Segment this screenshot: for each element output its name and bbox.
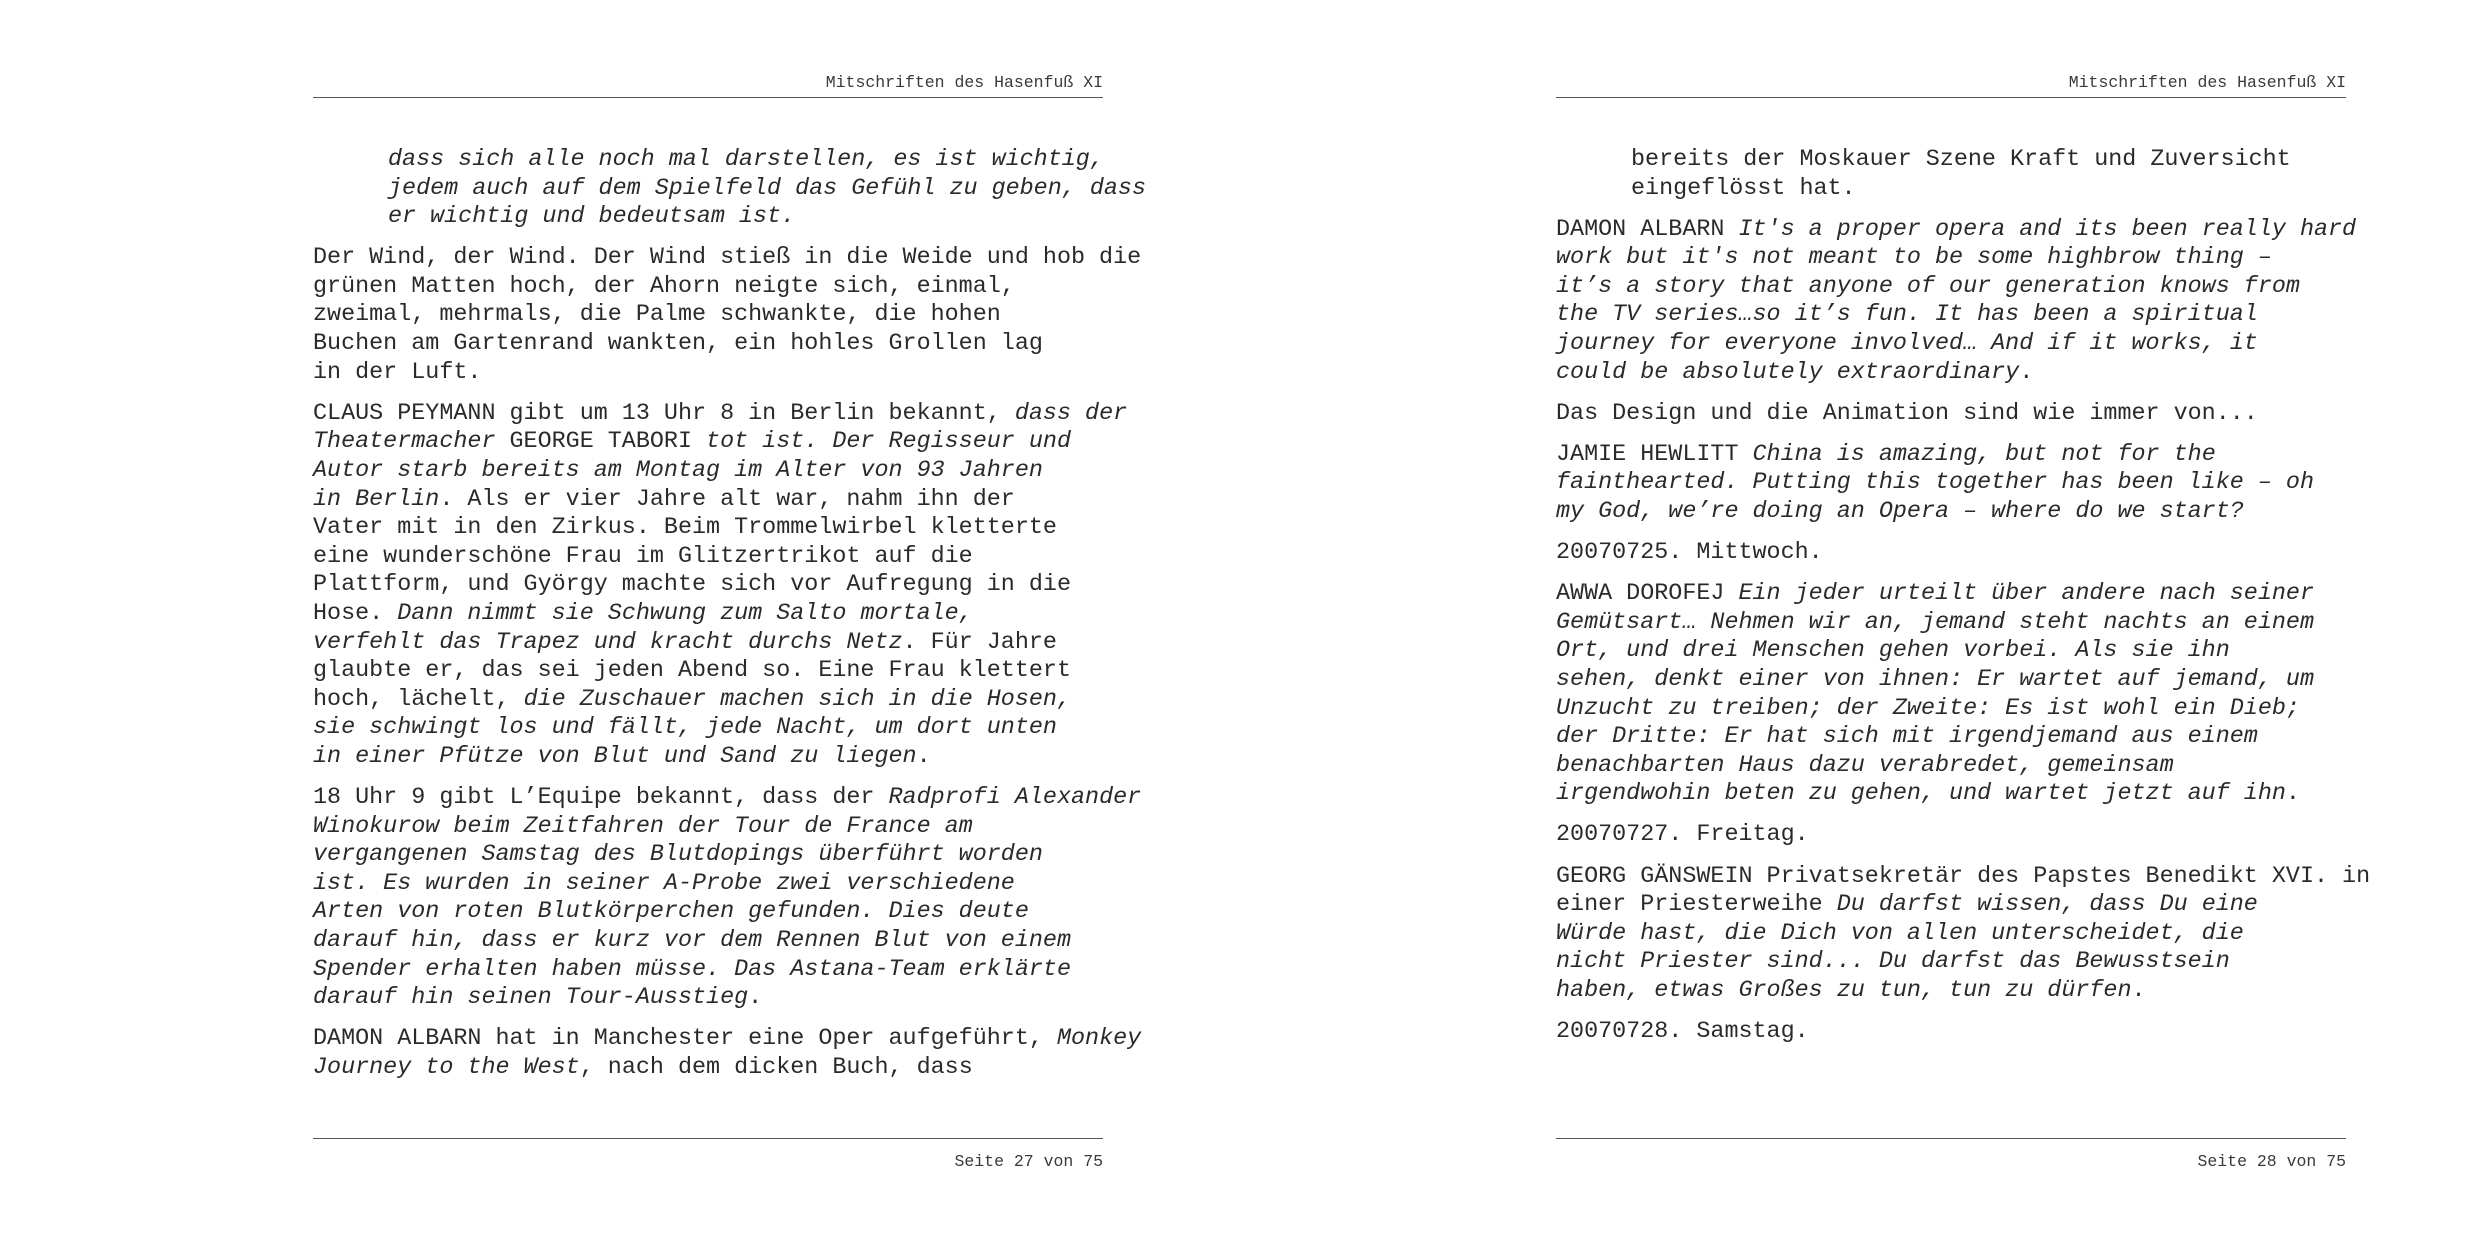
italic-text: nicht Priester sind... Du darfst das Bewusstsein <box>1556 949 2230 976</box>
text-line <box>313 1025 1142 1054</box>
italic-text: Du darfst wissen, dass Du eine <box>1836 892 2258 919</box>
text-segment: glaubte er, das sei jeden Abend so. Eine Frau klettert <box>313 658 1071 685</box>
paragraph <box>1556 146 2346 203</box>
text-segment: . <box>2019 359 2034 386</box>
text-segment: Der Wind, der Wind. Der Wind stieß in die Weide und hob die <box>313 245 1142 272</box>
text-line <box>1556 863 2371 892</box>
text-line <box>1556 469 2346 498</box>
italic-text: er wichtig und bedeutsam ist. <box>388 204 796 231</box>
italic-text: jedem auch auf dem Spielfeld das Gefühl zu geben, dass <box>388 175 1146 202</box>
text-line <box>313 898 1103 927</box>
text-segment: Plattform, und György machte sich vor Aufregung in die <box>313 572 1071 599</box>
text-line <box>1556 637 2346 666</box>
text-line <box>313 244 1142 273</box>
text-line <box>1556 1018 2346 1047</box>
text-line <box>313 927 1103 956</box>
italic-text: Winokurow beim Zeitfahren der Tour de France am <box>313 813 973 840</box>
paragraph <box>1556 1018 2346 1047</box>
text-segment: eine wunderschöne Frau im Glitzertrikot auf die <box>313 543 973 570</box>
text-segment: . <box>748 985 763 1012</box>
text-segment: bereits der Moskauer Szene Kraft und Zuversicht <box>1631 147 2291 173</box>
text-line <box>313 984 1103 1013</box>
paragraph <box>313 784 1142 1013</box>
text-line <box>313 514 1103 543</box>
text-line <box>313 870 1103 899</box>
text-segment: eingeflösst hat. <box>1631 175 1856 202</box>
text-line <box>313 457 1103 486</box>
text-line <box>313 543 1103 572</box>
italic-text: die Zuschauer machen sich in die Hosen, <box>523 686 1071 713</box>
italic-text: my God, we’re doing an Opera – where do we start? <box>1556 499 2244 526</box>
text-line <box>388 175 1146 204</box>
text-line <box>1556 400 2346 429</box>
text-line <box>1556 498 2346 527</box>
text-line <box>313 359 1103 388</box>
text-segment: AWWA DOROFEJ <box>1556 581 1739 608</box>
text-line <box>1631 175 2346 204</box>
text-line <box>313 600 1103 629</box>
text-line <box>1556 580 2346 609</box>
text-segment: . <box>2285 781 2300 808</box>
italic-text: Monkey <box>1056 1026 1142 1053</box>
text-segment: Vater mit in den Zirkus. Beim Trommelwirbel kletterte <box>313 515 1057 542</box>
text-segment: . Für Jahre <box>902 629 1057 656</box>
text-segment: Das Design und die Animation sind wie immer von... <box>1556 400 2258 427</box>
text-line <box>1556 752 2346 781</box>
italic-text: Theatermacher <box>313 429 510 456</box>
text-line <box>1556 821 2346 850</box>
text-line <box>1556 977 2346 1006</box>
italic-text: Autor starb bereits am Montag im Alter von 93 Jahren <box>313 457 1043 484</box>
text-line <box>1556 301 2346 330</box>
italic-text: darauf hin, dass er kurz vor dem Rennen Blut von einem <box>313 927 1071 954</box>
italic-text: Dann nimmt sie Schwung zum Salto mortale, <box>397 600 973 627</box>
text-segment: grünen Matten hoch, der Ahorn neigte sich, einmal, <box>313 273 1015 300</box>
text-segment: DAMON ALBARN hat in Manchester eine Oper aufgeführt, <box>313 1026 1057 1053</box>
italic-text: verfehlt das Trapez und kracht durchs Netz <box>313 629 903 656</box>
text-line <box>1556 695 2346 724</box>
italic-text: irgendwohin beten zu gehen, und wartet jetzt auf ihn <box>1556 781 2286 808</box>
text-segment: 20070725. Mittwoch. <box>1556 540 1823 567</box>
italic-text: haben, etwas Großes zu tun, tun zu dürfen <box>1556 977 2132 1004</box>
paragraph <box>1556 400 2346 429</box>
text-line <box>313 330 1103 359</box>
text-line <box>1556 666 2346 695</box>
italic-text: Arten von roten Blutkörperchen gefunden. Dies deute <box>313 899 1029 926</box>
italic-text: tot ist. Der Regisseur und <box>706 429 1071 456</box>
italic-text: Ort, und drei Menschen gehen vorbei. Als sie ihn <box>1556 638 2230 665</box>
italic-text: benachbarten Haus dazu verabredet, gemeinsam <box>1556 752 2174 779</box>
paragraph <box>1556 580 2346 809</box>
text-line <box>1556 891 2346 920</box>
page-content <box>313 146 1146 1095</box>
text-line <box>1631 146 2346 175</box>
italic-text: dass sich alle noch mal darstellen, es ist wichtig, <box>388 147 1104 173</box>
italic-text: ist. Es wurden in seiner A-Probe zwei verschiedene <box>313 870 1015 897</box>
text-segment: hoch, lächelt, <box>313 686 524 713</box>
text-line <box>1556 723 2346 752</box>
italic-text: fainthearted. Putting this together has been like – oh <box>1556 470 2314 497</box>
italic-text: Würde hast, die Dich von allen unterscheidet, die <box>1556 920 2244 947</box>
italic-text: sie schwingt los und fällt, jede Nacht, um dort unten <box>313 715 1057 742</box>
text-line <box>1556 948 2346 977</box>
text-line <box>313 629 1103 658</box>
paragraph <box>313 400 1128 772</box>
italic-text: in Berlin <box>313 486 440 513</box>
text-segment: GEORG GÄNSWEIN Privatsekretär des Papstes Benedikt XVI. in <box>1556 863 2371 890</box>
page-right <box>1556 0 2371 1240</box>
text-segment: . <box>2131 977 2146 1004</box>
italic-text: Spender erhalten haben müsse. Das Astana-Team erklärte <box>313 956 1071 983</box>
text-line <box>313 486 1103 515</box>
paragraph <box>1556 441 2346 527</box>
text-line <box>313 784 1142 813</box>
text-segment: 18 Uhr 9 gibt L’Equipe bekannt, dass der <box>313 784 889 811</box>
text-line <box>1556 780 2346 809</box>
paragraph <box>1556 863 2371 1006</box>
text-line <box>313 273 1103 302</box>
page-header: Mitschriften des Hasenfuß XI <box>825 73 1103 92</box>
text-segment: 20070728. Samstag. <box>1556 1019 1809 1046</box>
italic-text: darauf hin seinen Tour-Ausstieg <box>313 985 749 1012</box>
paragraph <box>1556 216 2357 388</box>
header-rule <box>313 97 1103 98</box>
text-line <box>1556 359 2346 388</box>
text-line <box>1556 539 2346 568</box>
text-line <box>1556 609 2346 638</box>
italic-text: Journey to the West <box>313 1054 580 1081</box>
paragraph <box>313 146 1146 232</box>
paragraph <box>1556 539 2346 568</box>
text-segment: 20070727. Freitag. <box>1556 822 1809 849</box>
text-segment: , nach dem dicken Buch, dass <box>579 1054 973 1081</box>
page-header: Mitschriften des Hasenfuß XI <box>2068 73 2346 92</box>
text-line <box>313 1054 1103 1083</box>
text-line <box>313 714 1103 743</box>
text-line <box>313 813 1103 842</box>
italic-text: journey for everyone involved… And if it works, it <box>1556 331 2258 358</box>
text-segment: CLAUS PEYMANN gibt um 13 Uhr 8 in Berlin bekannt, <box>313 400 1015 427</box>
text-segment: zweimal, mehrmals, die Palme schwankte, die hohen <box>313 302 1001 329</box>
text-line <box>1556 920 2346 949</box>
text-line <box>1556 216 2357 245</box>
italic-text: China is amazing, but not for the <box>1752 441 2216 468</box>
header-rule <box>1556 97 2346 98</box>
text-segment: in der Luft. <box>313 359 482 386</box>
text-segment: Hose. <box>313 600 398 627</box>
text-line <box>1556 441 2346 470</box>
text-line <box>313 841 1103 870</box>
italic-text: Unzucht zu treiben; der Zweite: Es ist wohl ein Dieb; <box>1556 695 2300 722</box>
page-content <box>1556 146 2371 1059</box>
text-line <box>313 428 1103 457</box>
footer-rule <box>313 1138 1103 1139</box>
text-line <box>313 571 1103 600</box>
text-line <box>1556 330 2346 359</box>
italic-text: Ein jeder urteilt über andere nach seiner <box>1738 581 2314 608</box>
text-line <box>313 686 1103 715</box>
text-segment: einer Priesterweihe <box>1556 892 1837 919</box>
paragraph <box>313 1025 1142 1082</box>
text-segment: . <box>916 743 931 770</box>
italic-text: sehen, denkt einer von ihnen: Er wartet auf jemand, um <box>1556 667 2314 693</box>
text-segment: DAMON ALBARN <box>1556 216 1739 243</box>
text-line <box>313 400 1128 429</box>
text-line <box>1556 244 2346 273</box>
paragraph <box>1556 821 2346 850</box>
paragraph <box>313 244 1142 387</box>
italic-text: der Dritte: Er hat sich mit irgendjemand aus einem <box>1556 724 2258 751</box>
italic-text: could be absolutely extraordinary <box>1556 359 2020 386</box>
text-line <box>313 657 1103 686</box>
page-left <box>313 0 1146 1240</box>
text-line <box>313 743 1103 772</box>
page-number: Seite 27 von 75 <box>954 1152 1103 1171</box>
text-line <box>1556 273 2346 302</box>
text-segment: Buchen am Gartenrand wankten, ein hohles Grollen lag <box>313 331 1043 358</box>
italic-text: in einer Pfütze von Blut und Sand zu liegen <box>313 743 917 770</box>
italic-text: Gemütsart… Nehmen wir an, jemand steht nachts an einem <box>1556 609 2314 636</box>
text-line <box>388 146 1103 175</box>
text-line <box>313 956 1103 985</box>
text-line <box>388 203 1103 232</box>
italic-text: It's a proper opera and its been really hard <box>1738 216 2357 243</box>
text-segment: . Als er vier Jahre alt war, nahm ihn der <box>439 486 1015 513</box>
italic-text: the TV series…so it’s fun. It has been a spiritual <box>1556 302 2258 329</box>
italic-text: vergangenen Samstag des Blutdopings überführt worden <box>313 842 1043 869</box>
page-number: Seite 28 von 75 <box>2197 1152 2346 1171</box>
text-segment: JAMIE HEWLITT <box>1556 441 1753 468</box>
italic-text: Radprofi Alexander <box>888 784 1142 811</box>
text-segment: GEORGE TABORI <box>509 429 707 456</box>
text-line <box>313 301 1103 330</box>
italic-text: it’s a story that anyone of our generation knows from <box>1556 273 2300 300</box>
footer-rule <box>1556 1138 2346 1139</box>
italic-text: dass der <box>1014 400 1128 427</box>
italic-text: work but it's not meant to be some highbrow thing – <box>1556 245 2272 272</box>
